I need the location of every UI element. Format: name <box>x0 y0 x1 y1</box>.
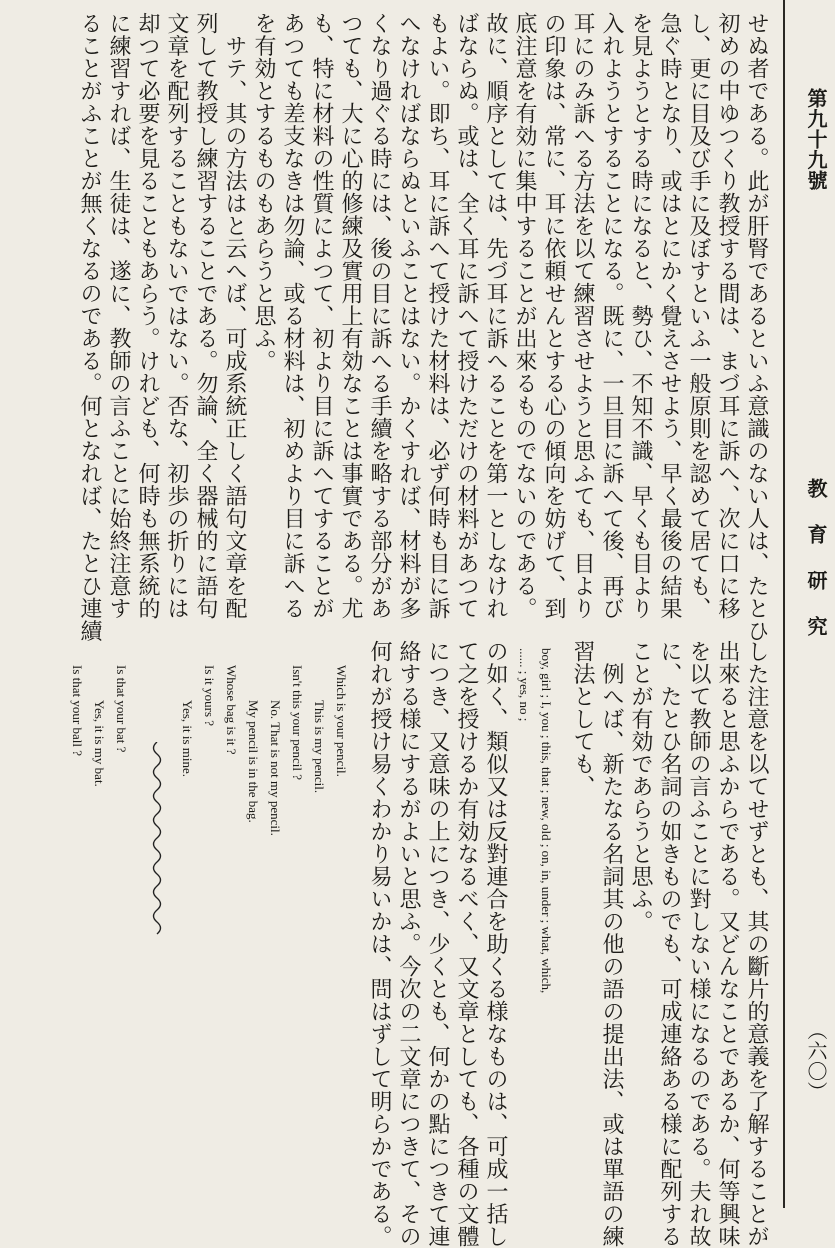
example-sentence: Yes, it is mine. <box>180 700 195 778</box>
text-column: へなければならぬといふことはない。かくすれば、材料が多 <box>396 12 421 620</box>
text-column: 耳にのみ訴へる方法を以て練習させようと思ふても、目より <box>570 12 595 620</box>
page-number: （六〇） <box>804 1020 828 1102</box>
journal-title: 教育研究 <box>804 478 828 662</box>
text-column: つても、大に心的修練及實用上有効なことは事實である。尤 <box>338 12 363 620</box>
text-column: 出來ると思ふからである。又どんなことであるか、何等興味 <box>715 640 740 1248</box>
example-sentence: Is that your ball ? <box>70 665 85 756</box>
text-column: 入れようとすることになる。既に、一旦目に訴へて後、再び <box>599 12 624 620</box>
text-column: し、更に目及び手に及ぼすといふ一般原則を認めて居ても、 <box>686 12 711 620</box>
text-column: 初めの中ゆつくり教授する間は、まづ耳に訴へ、次に口に移 <box>715 12 740 620</box>
example-sentence: Whose bag is it ? <box>224 665 239 755</box>
text-column: に、たとひ名詞の如きものでも、可成連絡ある様に配列する <box>657 640 682 1248</box>
example-sentence: My pencil is in the bag. <box>246 700 261 823</box>
text-column: に練習すれば、生徒は、遂に、教師の言ふことに始終注意す <box>106 12 131 620</box>
text-column: もよい。即ち、耳に訴へて授けた材料は、必ず何時も目に訴 <box>425 12 450 620</box>
example-word-list: boy, girl ; I, you ; this, that ; new, old ; on, in, under ; what, which, <box>539 648 554 994</box>
example-sentence: Is it yours ? <box>202 665 217 727</box>
text-column: サテ、其の方法はと云へば、可成系統正しく語句文章を配 <box>222 12 247 620</box>
text-column: ばならぬ。或は、全く耳に訴へて授けただけの材料があつて <box>454 12 479 620</box>
text-column: 列して教授し練習することである。勿論、全く器械的に語句 <box>193 12 218 620</box>
text-column: 何れが授け易くわかり易いかは、問はずして明らかである。 <box>367 640 392 1248</box>
text-column: せぬ者である。此が肝腎であるといふ意識のない人は、たとひ <box>744 12 769 642</box>
text-column: の印象は、常に、耳に依頼せんとする心の傾向を妨げて、到 <box>541 12 566 620</box>
text-column: ることがふことが無くなるのである。何となれば、たとひ連續 <box>77 12 102 642</box>
example-sentence: Is that your bat ? <box>114 665 129 753</box>
text-column: を以て教師の言ふことに對しない様になるのである。夫れ故 <box>686 640 711 1248</box>
text-column: 底注意を有効に集中することが出來るものでないのである。 <box>512 12 537 620</box>
text-column: の如く、類似又は反對連合を助くる様なものは、可成一括し <box>483 640 508 1248</box>
text-column: につき、又意味の上につき、少くとも、何かの點につきて連 <box>425 640 450 1248</box>
header-rule <box>783 0 785 1208</box>
text-column: 故に、順序としては、先づ耳に訴へることを第一としなけれ <box>483 12 508 620</box>
text-column: した注意を以てせずとも、其の斷片的意義を了解することが <box>744 640 769 1248</box>
text-column: ことが有効であらうと思ふ。 <box>628 640 653 933</box>
text-column: くなり過ぐる時には、後の目に訴へる手續を略する部分があ <box>367 12 392 620</box>
example-sentence: Yes, it is my bat. <box>92 700 107 787</box>
text-column: あつても差支なきは勿論、或る材料は、初めより目に訴へる <box>280 12 305 620</box>
text-column: 習法としても、 <box>570 640 595 798</box>
text-column: て之を授けるか有効なるべく、又文章としても、各種の文體 <box>454 640 479 1248</box>
wavy-divider <box>146 742 168 942</box>
text-column: 文章を配列することもないではない。否な、初歩の折りには <box>164 12 189 620</box>
text-column: も、特に材料の性質によつて、初より目に訴へてすることが <box>309 12 334 620</box>
example-sentence: No. That is not my pencil. <box>268 700 283 836</box>
example-sentence: Which is your pencil. <box>334 665 349 777</box>
text-column: を有効とするものもあらうと思ふ。 <box>251 12 276 372</box>
text-column: 却つて必要を見ることもあらう。けれども、何時も無系統的 <box>135 12 160 620</box>
example-sentence: This is my pencil. <box>312 700 327 794</box>
text-column: 絡する様にするがよいと思ふ。今次の二文章につきて、その <box>396 640 421 1248</box>
example-sentence: Isn't this your pencil ? <box>290 665 305 780</box>
issue-number: 第九十九號 <box>804 88 828 191</box>
text-column: を見ようとする時になると、勢ひ、不知不識、早くも目より <box>628 12 653 620</box>
example-word-list: ...... ; yes, no ; <box>517 648 532 722</box>
text-column: 急ぐ時となり、或はとにかく覺えさせよう、早く最後の結果 <box>657 12 682 620</box>
text-column: 例へば、新たなる名詞其の他の語の提出法、或は單語の練 <box>599 640 624 1248</box>
